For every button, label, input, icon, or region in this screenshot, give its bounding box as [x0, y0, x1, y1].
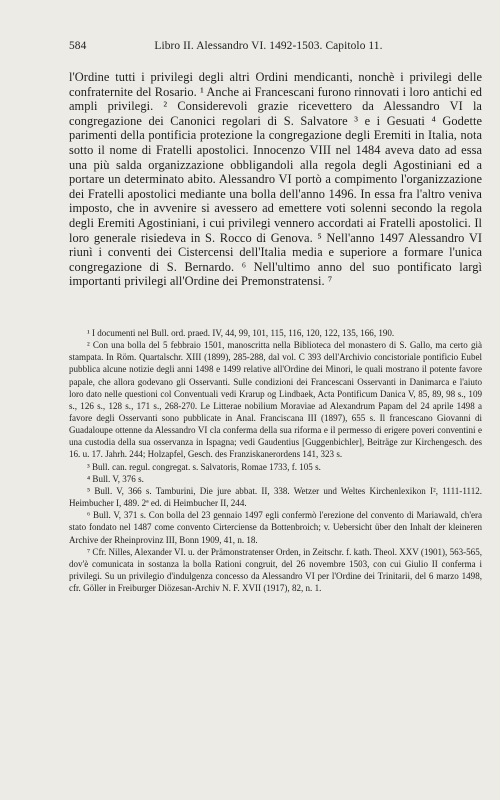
footnotes: [69, 327, 482, 594]
footnote-7: ⁷ Cfr. Nilles, Alexander VI. u. der Prämonstratenser Orden, in Zeitschr. f. kath. Theol. XXV (1901), 563-565, dov'è comunicata in sostanza la bolla Rationi congruit, del 26 novembre 1503, con cui Giulio II conferma i privilegi. Su un privilegio d'indulgenza concesso da Alessandro VI per l'Ordine dei Trinitarii, del 6 marzo 1498, cfr. Göller in Freiburger Diözesan-Archiv N. F. XVII (1917), 82, n. 1.: [69, 546, 482, 594]
footnote-6: ⁶ Bull. V, 371 s. Con bolla del 23 gennaio 1497 egli confermò l'erezione del convento di Mariawald, ch'era stato fondato nel 1487 come convento Cirterciense da Bottenbroich; v. Uebersicht über den Inhalt der kleineren Archive der Rheinprovinz III, Bonn 1909, 41, n. 18.: [69, 510, 482, 545]
footnote-2: ² Con una bolla del 5 febbraio 1501, manoscritta nella Biblioteca del monastero di S. Gallo, ma certo già stampata. In Röm. Quartalschr. XIII (1899), 285-288, dal vol. C 393 dell'Archivio concistoriale pontificio Eubel pubblica alcune notizie degli anni 1498 e 1499 relative all'Ordine dei Minori, le quali mostrano il potente favore papale, che allora godevano gli Osservanti. Sulle condizioni dei Francescani Osservanti in Danimarca e l'aiuto loro dato nelle questioni col Conventuali vedi Krarup og Lindbaek, Acta Pontificum Danica V, 85, 89, 98 s., 109 s., 126 s., 128 s., 171 s., 268-270. Le Litterae nobilium Moraviae ad Alexandrum Papam del 24 aprile 1498 a favore degli Osservanti sono pubblicate in Anal. Franciscana III (1897), 655 s. Il francescano Giovanni di Guadaloupe ottenne da Alessandro VI cla conferma della sua riforma e il permesso di erigere poveri conventini e una custodia della sua osservanza in Ispagna; vedi Gaudentius [Guggenbichler], Beiträge zur Kirchengesch. des 16. u. 17. Jahrh. 244; Holzapfel, Gesch. des Franziskanerordens 141, 323 s.: [69, 340, 482, 460]
page-number: 584: [69, 40, 87, 52]
page-header: [69, 40, 482, 52]
footnote-4: ⁴ Bull. V, 376 s.: [87, 473, 144, 484]
footnote-1: ¹ I documenti nel Bull. ord. praed. IV, 44, 99, 101, 115, 116, 120, 122, 135, 166, 190.: [87, 327, 395, 338]
footnote-3: ³ Bull. can. regul. congregat. s. Salvatoris, Romae 1733, f. 105 s.: [87, 461, 321, 472]
footnote-5: ⁵ Bull. V, 366 s. Tamburini, Die jure abbat. II, 338. Wetzer und Weltes Kirchenlexikon I², 1111-1112. Heimbucher I, 489. 2ª ed. di Heimbucher II, 244.: [69, 485, 482, 509]
main-paragraph: l'Ordine tutti i privilegi degli altri Ordini mendicanti, nonchè i privilegi delle confraternite del Rosario. ¹ Anche ai Francescani furono rinnovati i loro antichi ed ampli privilegi. ² Considerevoli grazie ricevettero da Alessandro VI la congregazione dei Canonici regolari di S. Salvatore ³ e i Gesuati ⁴ Godette parimenti della pontificia protezione la congregazione degli Eremiti in Italia, nota sotto il nome di Fratelli apostolici. Innocenzo VIII nel 1484 aveva dato ad essa una più salda organizzazione obbligandoli alla regola degli Agostiniani ed a portare un determinato abito. Alessandro VI portò a compimento l'organizzazione dei Fratelli apostolici mediante una bolla dell'anno 1496. In essa fra l'altro veniva imposto, che in avvenire si avessero ad emettere voti solenni secondo la regola degli Eremiti Agostiniani, i cui privilegi vennero accordati ai Fratelli apostolici. Il loro generale risiedeva in S. Rocco di Genova. ⁵ Nell'anno 1497 Alessandro VI riunì i conventi dei Cistercensi dell'Italia media e superiore a formare l'unica congregazione di S. Bernardo. ⁶ Nell'ultimo anno del suo pontificato largì importanti privilegi all'Ordine dei Premonstratensi. ⁷: [69, 70, 482, 289]
running-title: Libro II. Alessandro VI. 1492-1503. Capitolo 11.: [154, 40, 383, 52]
